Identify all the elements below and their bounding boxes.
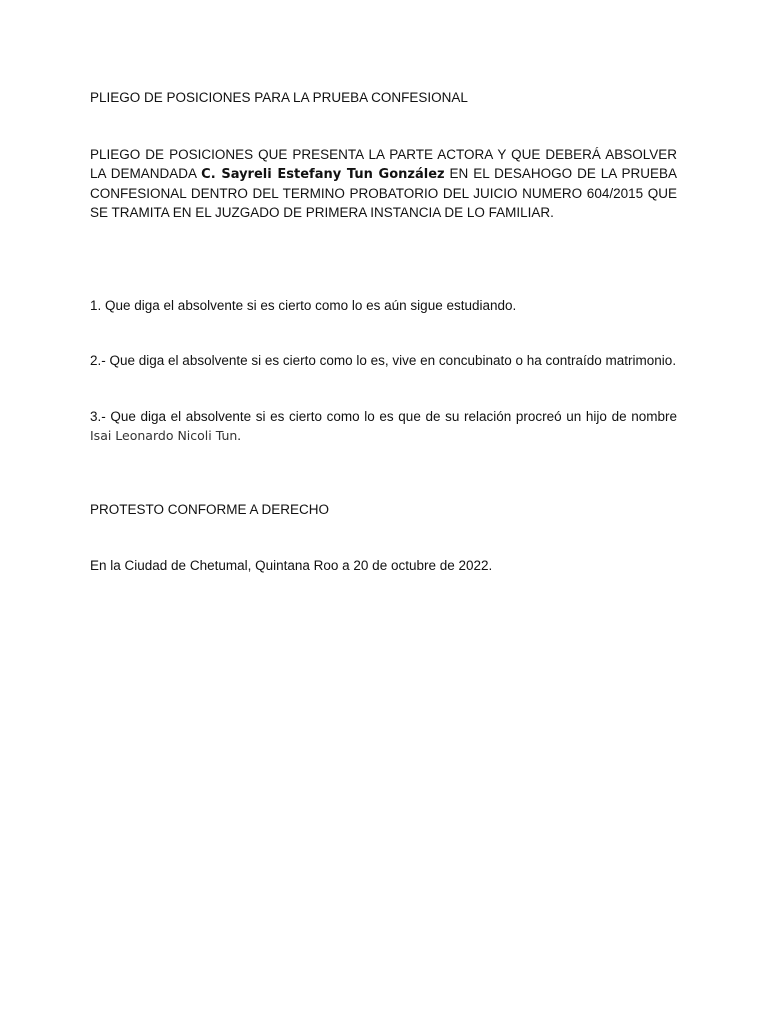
intro-paragraph bbox=[90, 145, 677, 222]
position-item-3 bbox=[90, 407, 677, 445]
document-title: PLIEGO DE POSICIONES PARA LA PRUEBA CONFESIONAL bbox=[90, 90, 468, 105]
spacer bbox=[90, 370, 677, 407]
spacer bbox=[90, 315, 677, 351]
intro-text-before: PLIEGO DE POSICIONES QUE PRESENTA LA PARTE ACTORA Y QUE DEBERÁ ABSOLVER LA DEMANDADA bbox=[90, 147, 677, 181]
child-name: Isai Leonardo Nicoli Tun bbox=[90, 428, 238, 443]
intro-text-after: EN EL DESAHOGO DE LA PRUEBA CONFESIONAL DENTRO DEL TERMINO PROBATORIO DEL JUICIO NUMERO 604/2015 QUE SE TRAMITA EN EL JUZGADO DE PRIMERA INSTANCIA DE LO FAMILIAR. bbox=[90, 166, 677, 220]
spacer bbox=[90, 519, 677, 556]
position-item-3-end: . bbox=[237, 428, 242, 443]
defendant-name: C. Sayreli Estefany Tun González bbox=[201, 167, 445, 182]
position-item-2: 2.- Que diga el absolvente si es cierto como lo es, vive en concubinato o ha contraído matrimonio. bbox=[90, 353, 677, 368]
spacer bbox=[90, 107, 677, 145]
protest-statement: PROTESTO CONFORME A DERECHO bbox=[90, 502, 330, 517]
spacer bbox=[90, 445, 677, 500]
spacer bbox=[90, 222, 677, 296]
place-date-line: En la Ciudad de Chetumal, Quintana Roo a 20 de octubre de 2022. bbox=[90, 558, 493, 573]
position-item-3-text: 3.- Que diga el absolvente si es cierto como lo es que de su relación procreó un hijo de nombre bbox=[90, 409, 677, 424]
document-page bbox=[90, 88, 677, 575]
position-item-1: 1. Que diga el absolvente si es cierto como lo es aún sigue estudiando. bbox=[90, 298, 517, 313]
